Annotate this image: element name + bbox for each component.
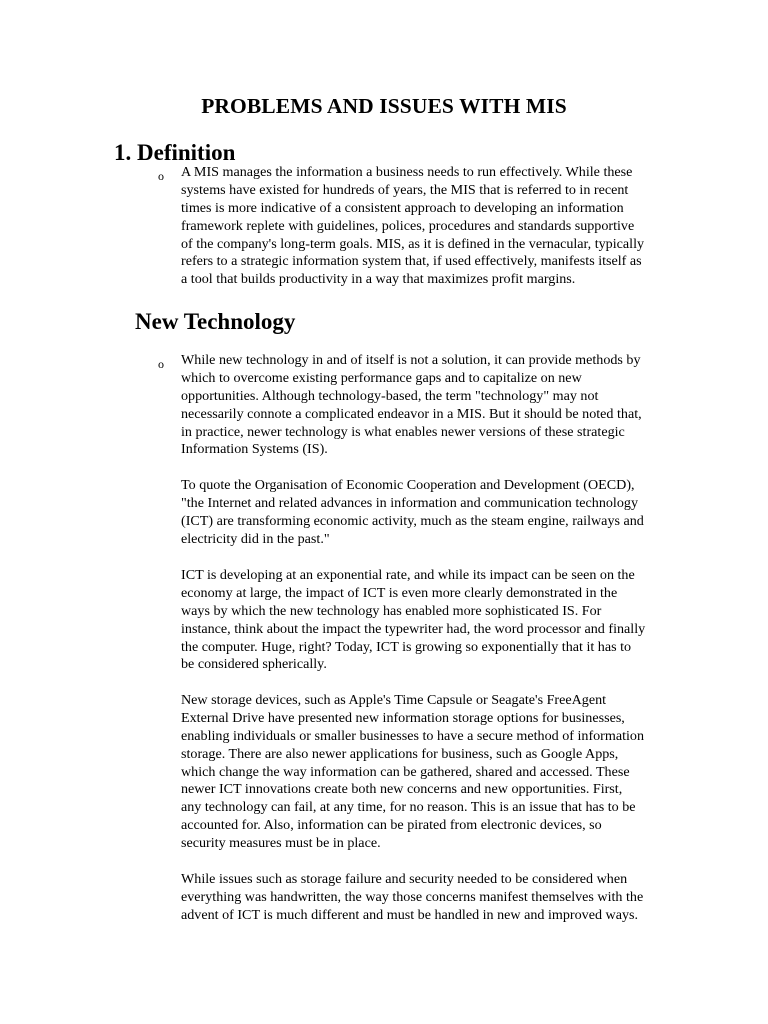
text-line: storage. There are also newer applications for business, such as Google Apps, <box>181 745 619 762</box>
section-heading-new-technology: New Technology <box>135 309 296 334</box>
text-line: be considered spherically. <box>181 656 327 673</box>
text-line: newer ICT innovations create both new concerns and new opportunities. First, <box>181 781 623 798</box>
text-line: Information Systems (IS). <box>181 441 328 458</box>
text-line: To quote the Organisation of Economic Cooperation and Development (OECD), <box>181 477 635 493</box>
tech-paragraph-2 <box>181 477 681 549</box>
text-line: opportunities. Although technology-based, the term "technology" may not <box>181 387 599 404</box>
text-line: A MIS manages the information a business needs to run effectively. While these <box>181 164 633 180</box>
text-line: a tool that builds productivity in a way that maximizes profit margins. <box>181 271 576 288</box>
text-line: (ICT) are transforming economic activity, much as the steam engine, railways and <box>181 512 644 529</box>
tech-paragraph-5 <box>181 871 681 925</box>
text-line: External Drive have presented new information storage options for businesses, <box>181 709 625 726</box>
bullet-icon: o <box>158 357 164 371</box>
bullet-icon: o <box>158 169 164 183</box>
text-line: accounted for. Also, information can be pirated from electronic devices, so <box>181 817 602 834</box>
text-line: ICT is developing at an exponential rate, and while its impact can be seen on the <box>181 567 635 583</box>
text-line: economy at large, the impact of ICT is even more clearly demonstrated in the <box>181 584 618 601</box>
text-line: everything was handwritten, the way those concerns manifest themselves with the <box>181 888 644 905</box>
text-line: "the Internet and related advances in information and communication technology <box>181 494 638 511</box>
text-line: New storage devices, such as Apple's Time Capsule or Seagate's FreeAgent <box>181 692 607 708</box>
text-line: refers to a strategic information system that, if used effectively, manifests itself as <box>181 253 642 270</box>
definition-paragraph <box>181 164 681 289</box>
text-line: While issues such as storage failure and security needed to be considered when <box>181 871 628 887</box>
text-line: instance, think about the impact the typewriter had, the word processor and finally <box>181 620 646 637</box>
text-line: framework replete with guidelines, polices, procedures and standards supportive <box>181 217 635 234</box>
section-heading-definition: 1. Definition <box>114 140 236 165</box>
page-title: PROBLEMS AND ISSUES WITH MIS <box>201 94 567 118</box>
text-line: any technology can fail, at any time, for no reason. This is an issue that has to be <box>181 799 636 816</box>
text-line: security measures must be in place. <box>181 835 381 852</box>
text-line: which change the way information can be gathered, shared and accessed. These <box>181 763 630 780</box>
text-line: times is more indicative of a consistent approach to developing an information <box>181 199 624 216</box>
text-line: necessarily connote a complicated endeavor in a MIS. But it should be noted that, <box>181 405 642 422</box>
text-line: advent of ICT is much different and must be handled in new and improved ways. <box>181 906 639 923</box>
tech-paragraph-3 <box>181 567 681 674</box>
text-line: enabling individuals or smaller businesses to have a secure method of information <box>181 727 645 744</box>
text-line: which to overcome existing performance gaps and to capitalize on new <box>181 369 582 386</box>
tech-paragraph-1 <box>181 352 681 459</box>
text-line: the computer. Huge, right? Today, ICT is growing so exponentially that it has to <box>181 638 632 655</box>
text-line: electricity did in the past." <box>181 530 330 547</box>
text-line: ways by which the new technology has enabled more sophisticated IS. For <box>181 602 602 619</box>
text-line: in practice, newer technology is what enables newer versions of these strategic <box>181 423 625 440</box>
text-line: systems have existed for hundreds of years, the MIS that is referred to in recent <box>181 181 629 198</box>
text-line: of the company's long-term goals. MIS, as it is defined in the vernacular, typically <box>181 235 645 252</box>
text-line: While new technology in and of itself is not a solution, it can provide methods by <box>181 352 641 368</box>
tech-paragraph-4 <box>181 692 681 853</box>
